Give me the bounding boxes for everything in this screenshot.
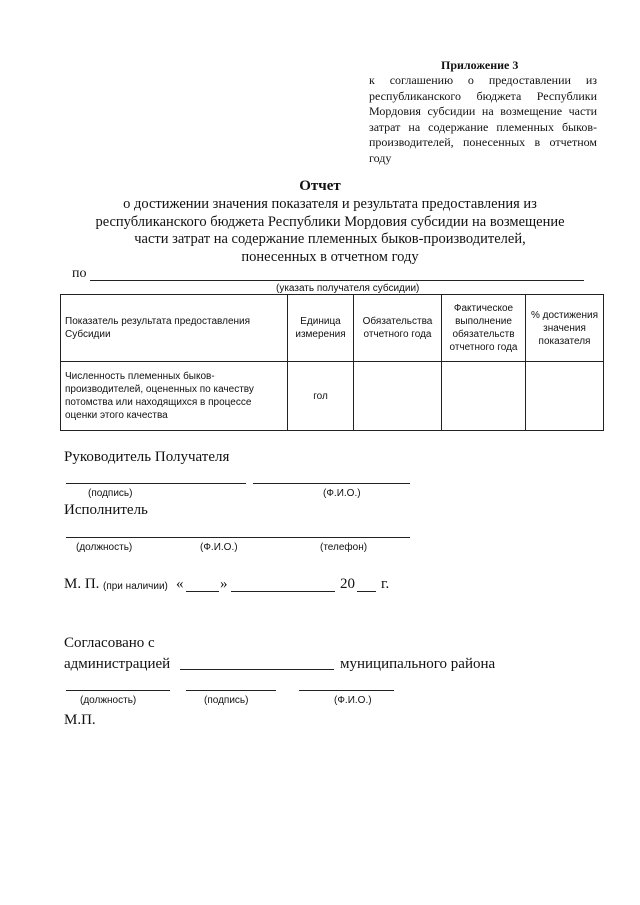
report-subtitle-line: республиканского бюджета Республики Мордовия субсидии на возмещение xyxy=(95,213,565,230)
report-subtitle-line: понесенных в отчетном году xyxy=(241,248,419,265)
report-subtitle xyxy=(60,196,600,266)
header-actual: Фактическое выполнение обязательств отчетного года xyxy=(442,295,526,362)
agreed-position-line[interactable] xyxy=(66,690,170,691)
po-label: по xyxy=(72,266,87,281)
recipient-caption: (указать получателя субсидии) xyxy=(276,283,420,294)
cell-obligations[interactable] xyxy=(354,362,442,431)
header-percent: % достижения значения показателя xyxy=(526,295,604,362)
report-subtitle-line: о достижении значения показателя и результата предоставления из xyxy=(123,196,537,212)
mp-note: (при наличии) xyxy=(103,581,168,592)
agreed-signature-caption: (подпись) xyxy=(204,695,249,706)
executor-label: Исполнитель xyxy=(64,502,148,518)
year-prefix: 20 xyxy=(340,576,355,592)
header-unit: Единица измерения xyxy=(288,295,354,362)
agreed-fio-caption: (Ф.И.О.) xyxy=(334,695,372,706)
cell-actual[interactable] xyxy=(442,362,526,431)
executor-position-caption: (должность) xyxy=(76,542,133,553)
executor-phone-caption: (телефон) xyxy=(320,542,368,553)
recipient-line[interactable] xyxy=(90,280,584,281)
head-label: Руководитель Получателя xyxy=(64,449,230,465)
header-obligations: Обязательства отчетного года xyxy=(354,295,442,362)
executor-fio-caption: (Ф.И.О.) xyxy=(200,542,238,553)
date-open-quote: « xyxy=(176,576,184,592)
date-year-line[interactable] xyxy=(357,591,376,592)
year-suffix: г. xyxy=(381,576,390,592)
date-month-line[interactable] xyxy=(231,591,335,592)
date-day-line[interactable] xyxy=(186,591,219,592)
district-label: муниципального района xyxy=(340,656,496,672)
cell-percent[interactable] xyxy=(526,362,604,431)
executor-line[interactable] xyxy=(66,537,410,538)
head-signature-line[interactable] xyxy=(66,483,246,484)
mp-final-label: М.П. xyxy=(64,712,96,728)
agreed-position-caption: (должность) xyxy=(80,695,137,706)
agreed-label: Согласовано с xyxy=(64,635,155,651)
date-close-quote: » xyxy=(220,576,228,592)
head-fio-line[interactable] xyxy=(253,483,410,484)
header-indicator: Показатель результата предоставления Субсидии xyxy=(61,295,288,362)
cell-indicator: Численность племенных быков-производителей, оцененных по качеству потомства или находящихся в процессе оценки этого качества xyxy=(61,362,288,431)
head-fio-caption: (Ф.И.О.) xyxy=(323,488,361,499)
mp-label: М. П. xyxy=(64,576,100,592)
report-table xyxy=(60,294,604,431)
administration-label: администрацией xyxy=(64,656,171,672)
report-title: Отчет xyxy=(299,178,341,194)
table-row xyxy=(61,362,604,431)
table-header-row xyxy=(61,295,604,362)
agreed-signature-line[interactable] xyxy=(186,690,276,691)
annex-text: к соглашению о предоставлении из республиканского бюджета Республики Мордовия субсидии на возмещение части затрат на содержание племенных быков-производителей, понесенных в отчетном году xyxy=(369,73,597,165)
cell-unit: гол xyxy=(288,362,354,431)
agreed-fio-line[interactable] xyxy=(299,690,394,691)
annex-title: Приложение 3 xyxy=(441,58,519,72)
head-signature-caption: (подпись) xyxy=(88,488,133,499)
report-subtitle-line: части затрат на содержание племенных быков-производителей, xyxy=(134,231,526,247)
administration-line[interactable] xyxy=(180,669,334,670)
